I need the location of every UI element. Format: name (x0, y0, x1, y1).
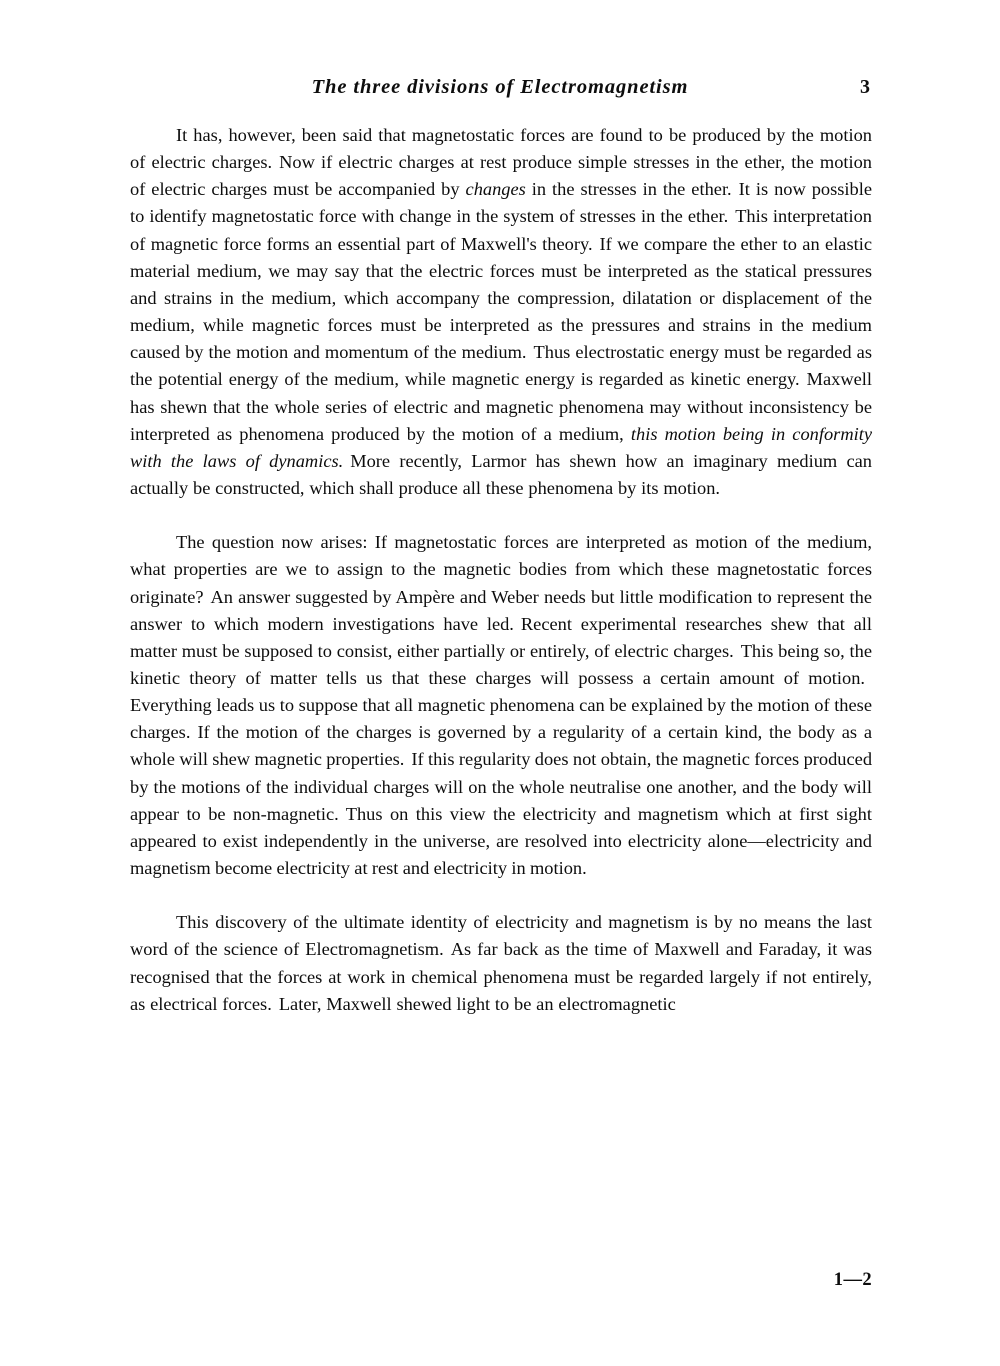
paragraph-1: It has, however, been said that magnetostatic forces are found to be produced by the motion of electric charges. Now if electric charges at rest produce simple stresses in the ether, the motion of electric charges must be accompanied by changes in the stresses in the ether. It is now possible to identify magnetostatic force with change in the system of stresses in the ether. This interpretation of magnetic force forms an essential part of Maxwell's theory. If we compare the ether to an elastic material medium, we may say that the electric forces must be interpreted as the statical pressures and strains in the medium, which accompany the compression, dilatation or displacement of the medium, while magnetic forces must be interpreted as the pressures and strains in the medium caused by the motion and momentum of the medium. Thus electrostatic energy must be regarded as the potential energy of the medium, while magnetic energy is regarded as kinetic energy. Maxwell has shewn that the whole series of electric and magnetic phenomena may without inconsistency be interpreted as phenomena produced by the motion of a medium, this motion being in conformity with the laws of dynamics. More recently, Larmor has shewn how an imaginary medium can actually be constructed, which shall produce all these phenomena by its motion. (130, 125, 873, 499)
page-number: 3 (860, 76, 870, 98)
body-text-block (130, 122, 872, 1018)
running-head-title: The three divisions of Electromagnetism (311, 76, 689, 98)
running-head (130, 76, 870, 106)
paragraph-3: This discovery of the ultimate identity of electricity and magnetism is by no means the last word of the science of Electromagnetism. As far back as the time of Maxwell and Faraday, it was recognised that the forces at work in chemical phenomena must be regarded largely if not entirely, as electrical forces. Later, Maxwell shewed light to be an electromagnetic (130, 912, 873, 1014)
signature-mark: 1—2 (833, 1270, 872, 1290)
paragraph-2: The question now arises: If magnetostatic forces are interpreted as motion of the medium, what properties are we to assign to the magnetic bodies from which these magnetostatic forces originate? An answer suggested by Ampère and Weber needs but little modification to represent the answer to which modern investigations have led. Recent experimental researches shew that all matter must be supposed to consist, either partially or entirely, of electric charges. This being so, the kinetic theory of matter tells us that these charges will possess a certain amount of motion.Everything leads us to suppose that all magnetic phenomena can be explained by the motion of these charges. If the motion of the charges is governed by a regularity of a certain kind, the body as a whole will shew magnetic properties. If this regularity does not obtain, the magnetic forces produced by the motions of the individual charges will on the whole neutralise one another, and the body will appear to be non-magnetic. Thus on this view the electricity and magnetism which at first sight appeared to exist independently in the universe, are resolved into electricity alone—electricity and magnetism become electricity at rest and electricity in motion. (130, 532, 873, 879)
emphasised-phrase: changes (465, 179, 526, 200)
emphasised-phrase: this motion being in conformity with the laws of dynamics. (130, 423, 872, 471)
